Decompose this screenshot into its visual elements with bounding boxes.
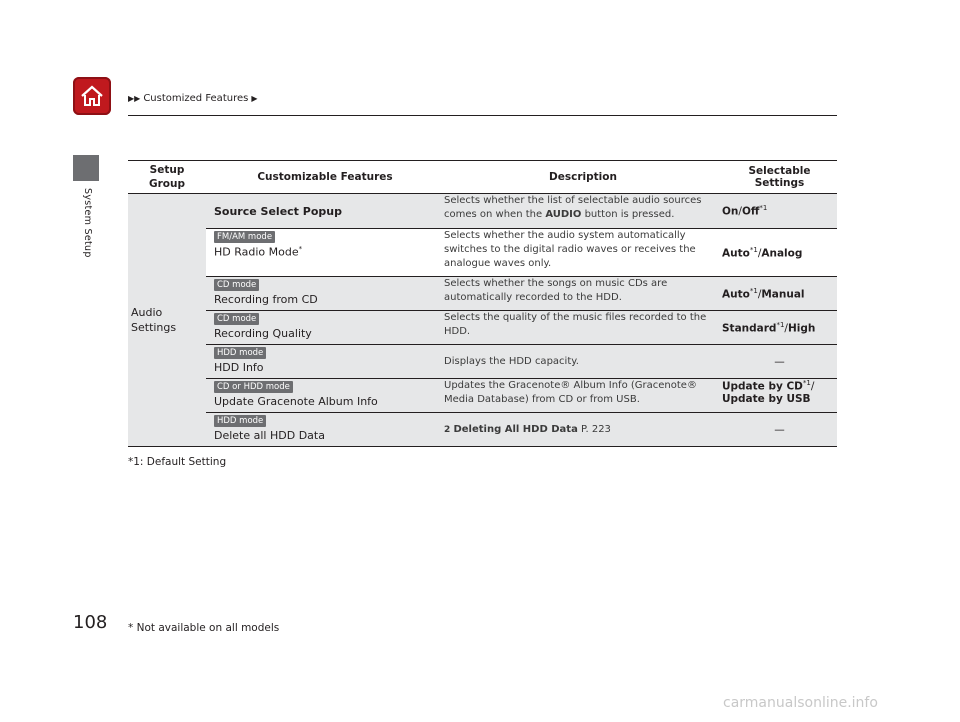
setting-option: Analog	[761, 247, 803, 260]
description-cell	[444, 277, 722, 311]
feature-cell	[206, 379, 444, 413]
settings-cell	[722, 277, 837, 311]
reference-page: P. 223	[577, 423, 611, 435]
feature-label: HD Radio Mode	[214, 245, 299, 259]
reference-title: Deleting All HDD Data	[453, 423, 578, 435]
feature-cell	[206, 194, 444, 229]
feature-name: Source Select Popup	[214, 204, 342, 218]
default-marker: *1	[759, 204, 768, 212]
table-row	[128, 277, 837, 311]
description-text-tail: button is pressed.	[581, 209, 675, 220]
section-label: System Setup	[82, 188, 93, 258]
feature-cell	[206, 277, 444, 311]
default-marker: *1	[776, 320, 785, 329]
setting-option: Off	[741, 205, 760, 218]
feature-name: Delete all HDD Data	[214, 429, 325, 442]
description-text: Selects whether the list of selectable audio sources comes on when the	[444, 195, 702, 220]
setting-option: Update by USB	[722, 392, 811, 405]
cross-reference-link[interactable]	[444, 424, 611, 435]
description-cell	[444, 194, 722, 229]
settings-cell	[722, 311, 837, 345]
description-cell	[444, 379, 722, 413]
no-setting-dash: —	[774, 423, 785, 436]
description-text: Selects whether the songs on music CDs are automatically recorded to the HDD.	[444, 278, 668, 303]
setting-separator: /	[757, 247, 762, 260]
setting-option: Auto	[722, 247, 750, 260]
feature-cell	[206, 311, 444, 345]
availability-marker: *	[298, 245, 303, 253]
description-text: Selects the quality of the music files recorded to the HDD.	[444, 312, 707, 337]
feature-name	[214, 245, 444, 259]
setting-option: Manual	[761, 288, 805, 301]
table-row	[128, 379, 837, 413]
table-header-row	[128, 161, 837, 194]
col-description: Description	[444, 161, 722, 194]
mode-badge: CD mode	[214, 313, 259, 325]
mode-badge: HDD mode	[214, 415, 266, 427]
description-cell	[444, 311, 722, 345]
description-cell	[444, 345, 722, 379]
feature-name: Recording from CD	[214, 293, 318, 306]
setting-option: Auto	[722, 288, 750, 301]
description-text: Displays the HDD capacity.	[444, 355, 579, 367]
setup-group-cell: Audio Settings	[128, 194, 206, 447]
setting-separator: /	[738, 205, 742, 218]
description-bold: AUDIO	[545, 209, 582, 220]
mode-badge: HDD mode	[214, 347, 266, 359]
description-text: Updates the Gracenote® Album Info (Gracenote® Media Database) from CD or from USB.	[444, 380, 697, 405]
feature-cell	[206, 345, 444, 379]
table-row	[128, 345, 837, 379]
setting-option: Standard	[722, 322, 777, 335]
feature-cell	[206, 413, 444, 447]
col-selectable-settings: Selectable Settings	[722, 161, 837, 194]
col-setup-group: Setup Group	[128, 161, 206, 194]
setting-separator: /	[784, 322, 788, 335]
default-marker: *1	[802, 379, 811, 387]
mode-badge: FM/AM mode	[214, 231, 275, 243]
section-tab	[73, 155, 99, 181]
description-cell	[444, 229, 722, 277]
watermark: carmanualsonline.info	[723, 695, 878, 711]
header-rule	[128, 115, 837, 116]
default-setting-footnote: *1: Default Setting	[128, 456, 227, 468]
settings-cell	[722, 379, 837, 413]
setting-option: Update by CD	[722, 380, 803, 393]
settings-cell	[722, 229, 837, 277]
breadcrumb-arrows: ▶▶	[128, 94, 141, 103]
table-row	[128, 311, 837, 345]
reference-arrow-icon: 2	[444, 424, 451, 435]
table-row	[128, 194, 837, 229]
no-setting-dash: —	[774, 355, 785, 368]
feature-name: Recording Quality	[214, 327, 312, 340]
description-cell	[444, 413, 722, 447]
mode-badge: CD mode	[214, 279, 259, 291]
setting-separator: /	[810, 380, 815, 393]
default-marker: *1	[749, 286, 758, 295]
table-row	[128, 229, 837, 277]
breadcrumb-tail-arrow: ▶	[251, 94, 258, 103]
settings-cell	[722, 194, 837, 229]
setting-option: High	[787, 322, 816, 335]
mode-badge: CD or HDD mode	[214, 381, 293, 393]
settings-cell	[722, 345, 837, 379]
home-icon	[79, 83, 105, 109]
col-customizable-features: Customizable Features	[206, 161, 444, 194]
feature-name: HDD Info	[214, 361, 264, 374]
home-button[interactable]	[73, 77, 111, 115]
page-number: 108	[73, 612, 108, 633]
default-marker: *1	[749, 245, 758, 254]
feature-cell	[206, 229, 444, 277]
settings-cell	[722, 413, 837, 447]
availability-note: * Not available on all models	[128, 622, 280, 634]
breadcrumb-link-customized-features[interactable]: Customized Features	[143, 93, 249, 104]
breadcrumb	[128, 93, 257, 104]
table-row	[128, 413, 837, 447]
setting-separator: /	[757, 288, 762, 301]
setting-option: On	[722, 205, 739, 218]
customizable-features-table	[128, 160, 837, 447]
description-text: Selects whether the audio system automatically switches to the digital radio waves or receives the analogue waves only.	[444, 230, 696, 269]
feature-name: Update Gracenote Album Info	[214, 395, 378, 408]
